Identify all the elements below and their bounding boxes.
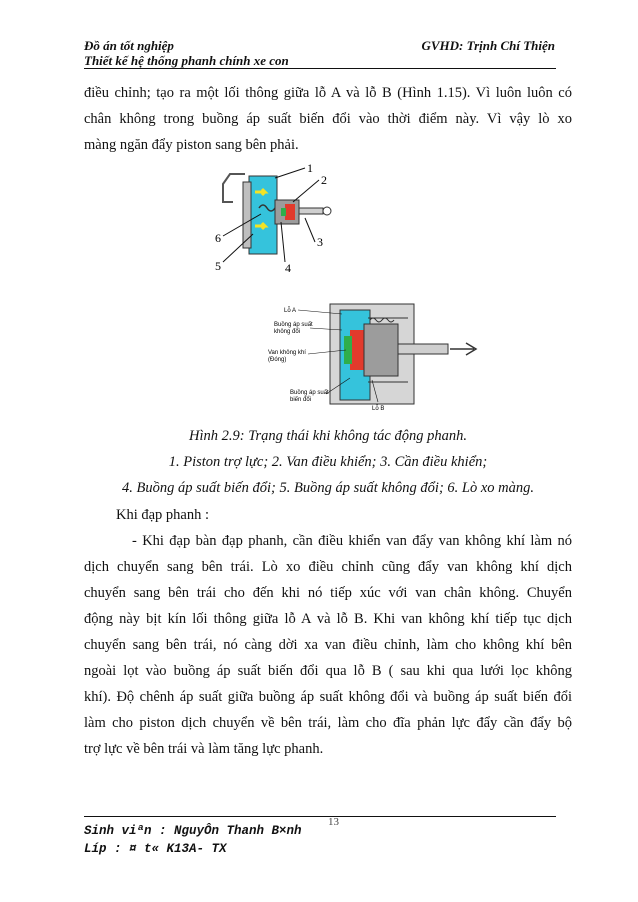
footer-class: Líp : ¤ t« K13A- TX xyxy=(84,842,227,856)
leader-line xyxy=(281,222,285,262)
header-thesis-label: Đồ án tốt nghiệp xyxy=(84,38,174,53)
footer-divider xyxy=(84,816,556,817)
label-port-a: Lỗ A xyxy=(284,308,297,314)
section-title xyxy=(84,502,572,528)
figure-caption-legend-2: 4. Buồng áp suất biến đổi; 5. Buồng áp suất không đổi; 6. Lò xo màng. xyxy=(121,480,535,496)
text-line: chuyển sang bên trái, nó càng dời xa van điều chỉnh, làm cho không khí bên xyxy=(84,637,572,653)
operating-rod xyxy=(299,208,323,214)
label-variable-chamber-2: biến đổi xyxy=(290,397,312,403)
label-constant-chamber: Buồng áp suất xyxy=(274,322,313,328)
label-air-valve: Van không khí xyxy=(268,350,306,356)
page-number: 13 xyxy=(328,816,339,828)
valve-detail-diagram xyxy=(268,300,488,412)
label-4: 4 xyxy=(285,261,291,275)
text-line: dịch chuyển sang bên trái. Lò xo điều chỉnh cũng đẩy van không khí dịch xyxy=(84,559,572,575)
header-divider xyxy=(84,68,556,69)
text-line: ngoài lọt vào buồng áp suất biến đổi qua lỗ B ( sau khi qua lưới lọc không xyxy=(84,663,572,679)
label-variable-chamber: Buồng áp suất xyxy=(290,390,329,396)
text-line: động này bịt kín lối thông giữa lỗ A và lỗ B. Khi van không khí tiếp tục dịch xyxy=(84,611,572,627)
text-line: chuyển sang bên trái cho đến khi nó tiếp xúc với van chân không. Chuyển xyxy=(84,585,572,601)
section-heading: Khi đạp phanh : xyxy=(116,507,210,523)
text-line: điều chỉnh; tạo ra một lối thông giữa lỗ A và lỗ B (Hình 1.15). Vì luôn luôn có xyxy=(84,85,572,101)
header-advisor: GVHD: Trịnh Chí Thiện xyxy=(421,38,555,53)
leader-line xyxy=(275,168,305,178)
control-valve xyxy=(350,330,364,370)
text-line: màng ngăn đẩy piston sang bên phải. xyxy=(84,137,299,153)
figure-caption-title: Hình 2.9: Trạng thái khi không tác động phanh. xyxy=(189,428,467,444)
text-line: khí). Độ chênh áp suất giữa buồng áp suất không đổi và buồng áp suất biến đổi xyxy=(84,689,572,705)
label-1: 1 xyxy=(307,162,313,175)
valve-plunger xyxy=(364,324,398,376)
rod-clevis xyxy=(323,207,331,215)
leader-line xyxy=(305,218,315,242)
label-port-b: Lỗ B xyxy=(372,406,385,412)
label-3: 3 xyxy=(317,235,323,249)
figure-caption-legend-1: 1. Piston trợ lực; 2. Van điều khiển; 3. Cần điều khiển; xyxy=(168,454,488,470)
text-line: trợ lực về bên trái và làm tăng lực phanh. xyxy=(84,741,324,757)
air-valve xyxy=(281,208,286,216)
leader-line xyxy=(293,180,319,202)
vacuum-hose xyxy=(223,174,245,202)
label-5: 5 xyxy=(215,259,221,273)
label-6: 6 xyxy=(215,231,221,245)
booster-body xyxy=(249,176,277,254)
header-left xyxy=(84,38,289,68)
header-thesis-topic: Thiết kế hệ thống phanh chính xe con xyxy=(84,53,289,68)
text-line: làm cho piston dịch chuyển về bên trái, làm cho đĩa phản lực đẩy cần đẩy bộ xyxy=(84,715,572,731)
operating-rod xyxy=(398,344,448,354)
label-constant-chamber-2: không đổi xyxy=(274,329,301,335)
paragraph-braking xyxy=(84,528,572,762)
booster-diagram xyxy=(215,162,350,277)
arrow-right-icon xyxy=(450,343,476,355)
label-2: 2 xyxy=(321,173,327,187)
text-line: chân không trong buồng áp suất biến đổi vào thời điểm này. Vì vậy lò xo xyxy=(84,111,572,127)
booster-shell xyxy=(243,182,251,248)
paragraph-intro xyxy=(84,80,572,158)
label-air-valve-closed: (Đóng) xyxy=(268,357,287,363)
text-line: - Khi đạp bàn đạp phanh, cần điều khiển van đẩy van không khí làm nó xyxy=(132,533,572,549)
control-valve xyxy=(285,204,295,220)
footer-student: Sinh viªn : NguyÔn Thanh B×nh xyxy=(84,824,302,838)
